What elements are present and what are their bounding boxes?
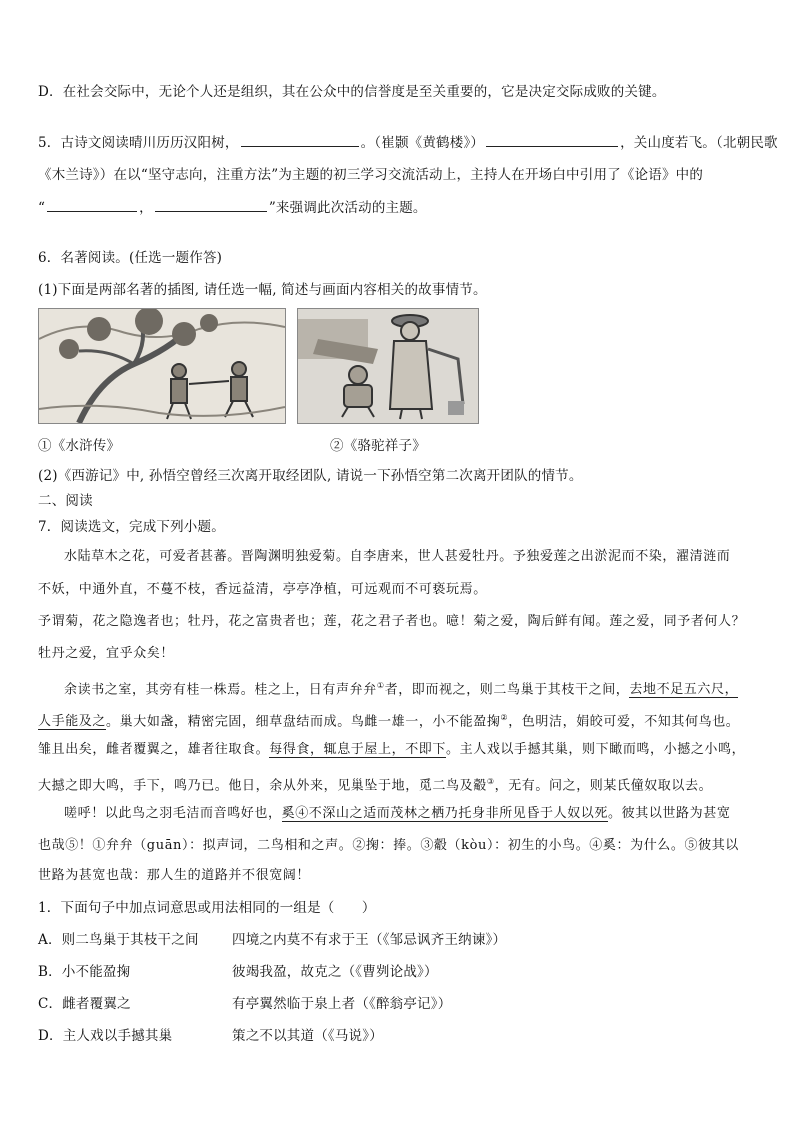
option-b-right: 彼竭我盈，故克之（《曹刿论战》） [232,964,438,980]
answer-blank-1[interactable] [241,132,359,147]
underlined-sentence: 去地不足五六尺， [629,682,739,698]
answer-blank-2[interactable] [486,132,618,147]
section-heading-reading: 二、阅读 [38,493,93,509]
passage-2-line-2: 牡丹之爱，宜乎众矣！ [38,646,175,661]
passage-text: 。巢大如盏，精密完固，细草盘结而成。鸟雌一雄一，小不能盈掬 [106,714,501,730]
sub-question-1: 1．下面句子中加点词意思或用法相同的一组是（ ） [38,900,376,916]
passage-text: 雏且出矣，雌者覆翼之，雄者往取食。 [38,742,270,757]
underlined-sentence: 每得食，辄息于屋上，不即下 [269,742,447,757]
passage-2-line-1: 予谓菊，花之隐逸者也；牡丹，花之富贵者也；莲，花之君子者也。噫！菊之爱，陶后鲜有闻。莲之爱，同予者何人？ [38,614,746,629]
caption-camel-xiangzi: ②《骆驼祥子》 [330,438,426,454]
option-d-left: D．主人戏以手撼其巢 [38,1028,173,1044]
passage-1-line-2: 不妖，中通外直，不蔓不枝，香远益清，亭亭净植，可远观而不可亵玩焉。 [38,582,487,597]
passage-text: 嗟呼！以此鸟之羽毛洁而音鸣好也， [64,806,282,821]
q5-close-text: ”来强调此次活动的主题。 [268,200,427,216]
question-6-title: 6．名著阅读。(任选一题作答) [38,250,223,266]
option-c-right: 有亭翼然临于泉上者（《醉翁亭记》） [232,996,452,1012]
footnote-marker: ② [500,713,509,722]
passage-text: 大撼之即大鸣，手下，鸣乃已。他日，余从外来，见巢坠于地，觅二鸟及觳 [38,778,487,794]
passage-3-line-4 [38,772,712,796]
passage-text: 余读书之室，其旁有桂一株焉。桂之上，日有声弁弁 [64,682,377,698]
footnotes-line-2: 世路为甚宽也哉：那人生的道路并不很宽阔！ [38,868,311,883]
option-d-text: D．在社会交际中，无论个人还是组织，其在公众中的信誉度是至关重要的，它是决定交际成败的关键。 [38,84,666,100]
passage-text: 。彼其以世路为甚宽 [608,806,731,821]
q5-comma: ， [139,200,153,216]
option-b-left: B．小不能盈掬 [38,964,131,980]
passage-1-line-1: 水陆草木之花，可爱者甚蕃。晋陶渊明独爱菊。自李唐来，世人甚爱牡丹。予独爱莲之出淤泥而不染，濯清涟而 [64,549,731,564]
question-5-line-1 [38,132,778,153]
answer-blank-4[interactable] [155,197,267,212]
option-d-right: 策之不以其道（《马说》） [232,1028,383,1044]
question-6-part-1: (1)下面是两部名著的插图, 请任选一幅, 简述与画面内容相关的故事情节。 [38,282,487,298]
underlined-sentence: 人手能及之 [38,714,107,730]
passage-text: ，色明洁，娟皎可爱，不知其何鸟也。 [508,714,740,730]
passage-text: 者，即而视之，则二鸟巢于其枝干之间， [384,682,630,698]
caption-water-margin: ①《水浒传》 [38,438,121,454]
question-5-line-3 [38,197,427,218]
option-a-left: A．则二鸟巢于其枝干之间 [38,932,199,948]
water-margin-illustration [38,308,286,424]
option-c-left: C．雌者覆翼之 [38,996,131,1012]
passage-text: 。主人戏以手撼其巢，则下瞰而鸣，小撼之小鸣， [446,742,746,757]
passage-3-line-3 [38,740,745,760]
q5-text-4: 《木兰诗》）在以“坚守志向，注重方法”为主题的初三学习交流活动上，主持人在开场白中引用了《论语》中的 [38,167,704,183]
underlined-sentence: 奚④不深山之适而茂林之栖乃托身非所见昏于人奴以死 [281,806,609,821]
q5-text-3: ，关山度若飞。（北朝民歌 [620,135,778,151]
question-7-title: 7．阅读选文，完成下列小题。 [38,519,225,535]
passage-4-line-1 [64,804,730,824]
option-a-right: 四境之内莫不有求于王（《邹忌讽齐王纳谏》） [232,932,507,948]
footnote-marker: ③ [486,777,495,786]
question-6-part-2: (2)《西游记》中, 孙悟空曾经三次离开取经团队, 请说一下孙悟空第二次离开团队的情节。 [38,468,583,484]
passage-3-line-1 [64,676,738,700]
camel-xiangzi-illustration [297,308,479,424]
passage-3-line-2 [38,708,739,732]
q5-text-1: 5．古诗文阅读晴川历历汉阳树， [38,135,239,151]
q5-open-quote: “ [38,200,46,216]
answer-blank-3[interactable] [47,197,137,212]
footnote-marker: ① [376,681,385,690]
footnotes-line-1: 也哉⑤！①弁弁（guān）：拟声词，二鸟相和之声。②掬：捧。③觳（kòu）：初生的小鸟。④奚：为什么。⑤彼其以 [38,838,739,853]
q5-text-2: 。（崔颢《黄鹤楼》） [360,135,485,151]
passage-text: ，无有。问之，则某氏僮奴取以去。 [494,778,713,794]
